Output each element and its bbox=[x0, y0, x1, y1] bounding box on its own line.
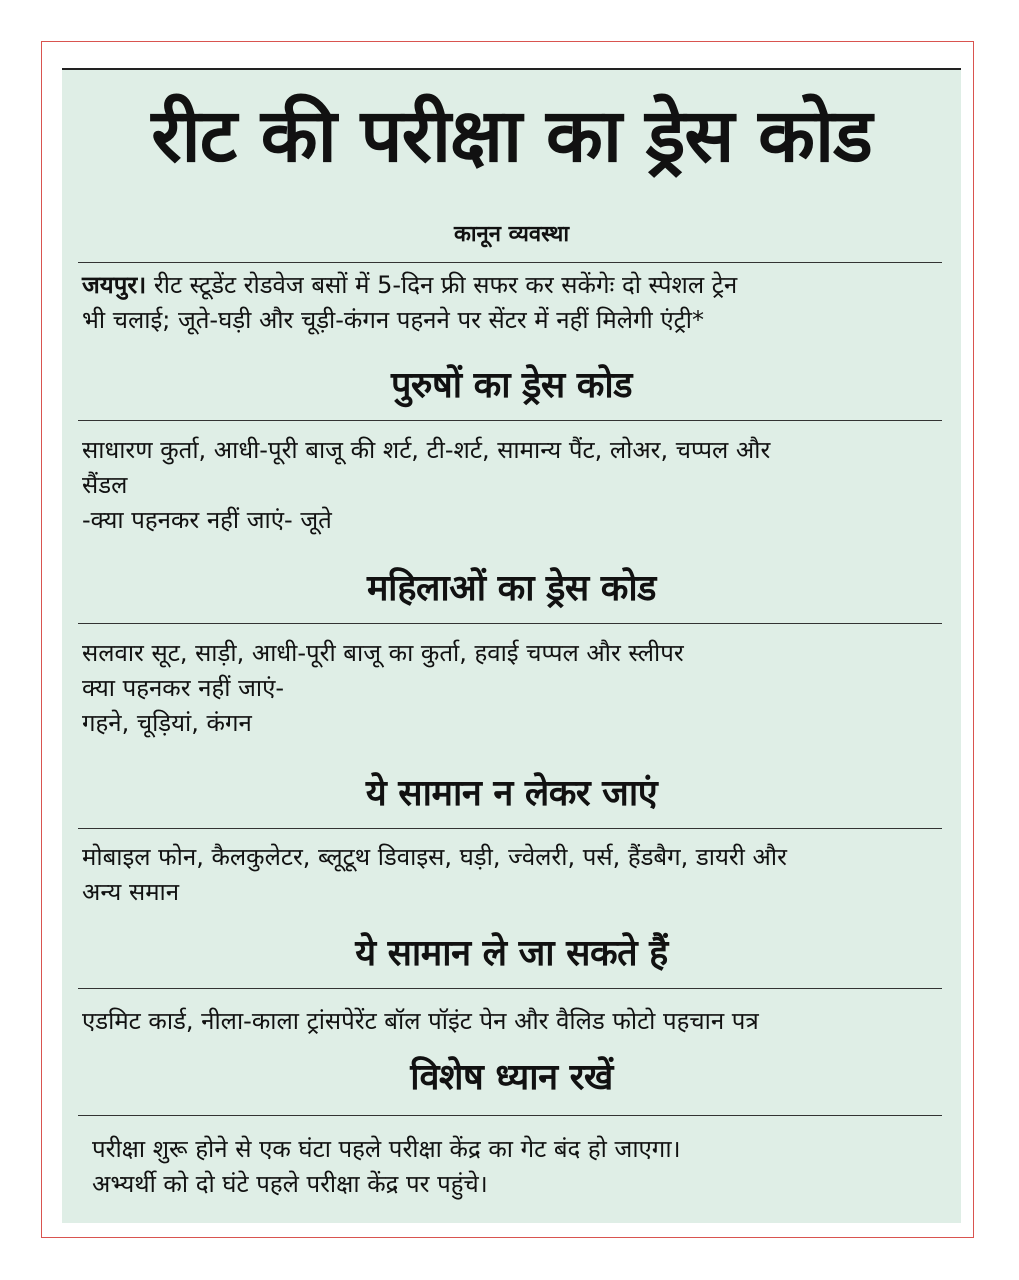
divider bbox=[78, 1115, 942, 1116]
intro-line-1-text: रीट स्टूडेंट रोडवेज बसों में 5-दिन फ्री सफर कर सकेंगेः दो स्पेशल ट्रेन bbox=[146, 271, 738, 299]
section-body-allowed-items bbox=[82, 1004, 944, 1039]
section-heading-allowed-items: ये सामान ले जा सकते हैं bbox=[355, 933, 668, 974]
section-line: -क्या पहनकर नहीं जाएं- जूते bbox=[82, 506, 332, 534]
divider bbox=[78, 828, 942, 829]
section-heading-prohibited-items: ये सामान न लेकर जाएं bbox=[365, 773, 658, 814]
section-line: सलवार सूट, साड़ी, आधी-पूरी बाजू का कुर्ता, हवाई चप्पल और स्लीपर bbox=[82, 639, 684, 667]
article-panel bbox=[62, 68, 961, 1223]
section-line: परीक्षा शुरू होने से एक घंटा पहले परीक्षा केंद्र का गेट बंद हो जाएगा। bbox=[92, 1135, 681, 1163]
intro-line-1 bbox=[82, 268, 944, 303]
section-line: अभ्यर्थी को दो घंटे पहले परीक्षा केंद्र पर पहुंचे। bbox=[92, 1170, 488, 1198]
divider bbox=[78, 623, 942, 624]
section-body-prohibited-items bbox=[82, 840, 944, 910]
dateline-place: जयपुर। bbox=[82, 271, 147, 299]
section-body-women bbox=[82, 636, 944, 741]
byline: कानून व्यवस्था bbox=[453, 222, 570, 247]
section-body-men bbox=[82, 433, 944, 538]
intro-paragraph bbox=[82, 268, 944, 338]
section-heading-women: महिलाओं का ड्रेस कोड bbox=[367, 568, 656, 609]
headline: रीट की परीक्षा का ड्रेस कोड bbox=[151, 93, 872, 179]
section-line: अन्य समान bbox=[82, 878, 180, 906]
divider bbox=[78, 988, 942, 989]
divider bbox=[78, 420, 942, 421]
section-line: एडमिट कार्ड, नीला-काला ट्रांसपेरेंट बॉल पॉइंट पेन और वैलिड फोटो पहचान पत्र bbox=[82, 1007, 759, 1035]
section-line: सैंडल bbox=[82, 471, 128, 499]
section-line: मोबाइल फोन, कैलकुलेटर, ब्लूटूथ डिवाइस, घड़ी, ज्वेलरी, पर्स, हैंडबैग, डायरी और bbox=[82, 843, 787, 871]
section-line: क्या पहनकर नहीं जाएं- bbox=[82, 674, 285, 702]
section-heading-men: पुरुषों का ड्रेस कोड bbox=[390, 365, 632, 406]
divider bbox=[78, 262, 942, 263]
section-body-special-note bbox=[92, 1132, 954, 1202]
intro-line-2: भी चलाई; जूते-घड़ी और चूड़ी-कंगन पहनने पर सेंटर में नहीं मिलेगी एंट्री* bbox=[82, 306, 704, 334]
section-heading-special-note: विशेष ध्यान रखें bbox=[410, 1057, 613, 1098]
section-line: साधारण कुर्ता, आधी-पूरी बाजू की शर्ट, टी-शर्ट, सामान्य पैंट, लोअर, चप्पल और bbox=[82, 436, 771, 464]
section-line: गहने, चूड़ियां, कंगन bbox=[82, 709, 252, 737]
